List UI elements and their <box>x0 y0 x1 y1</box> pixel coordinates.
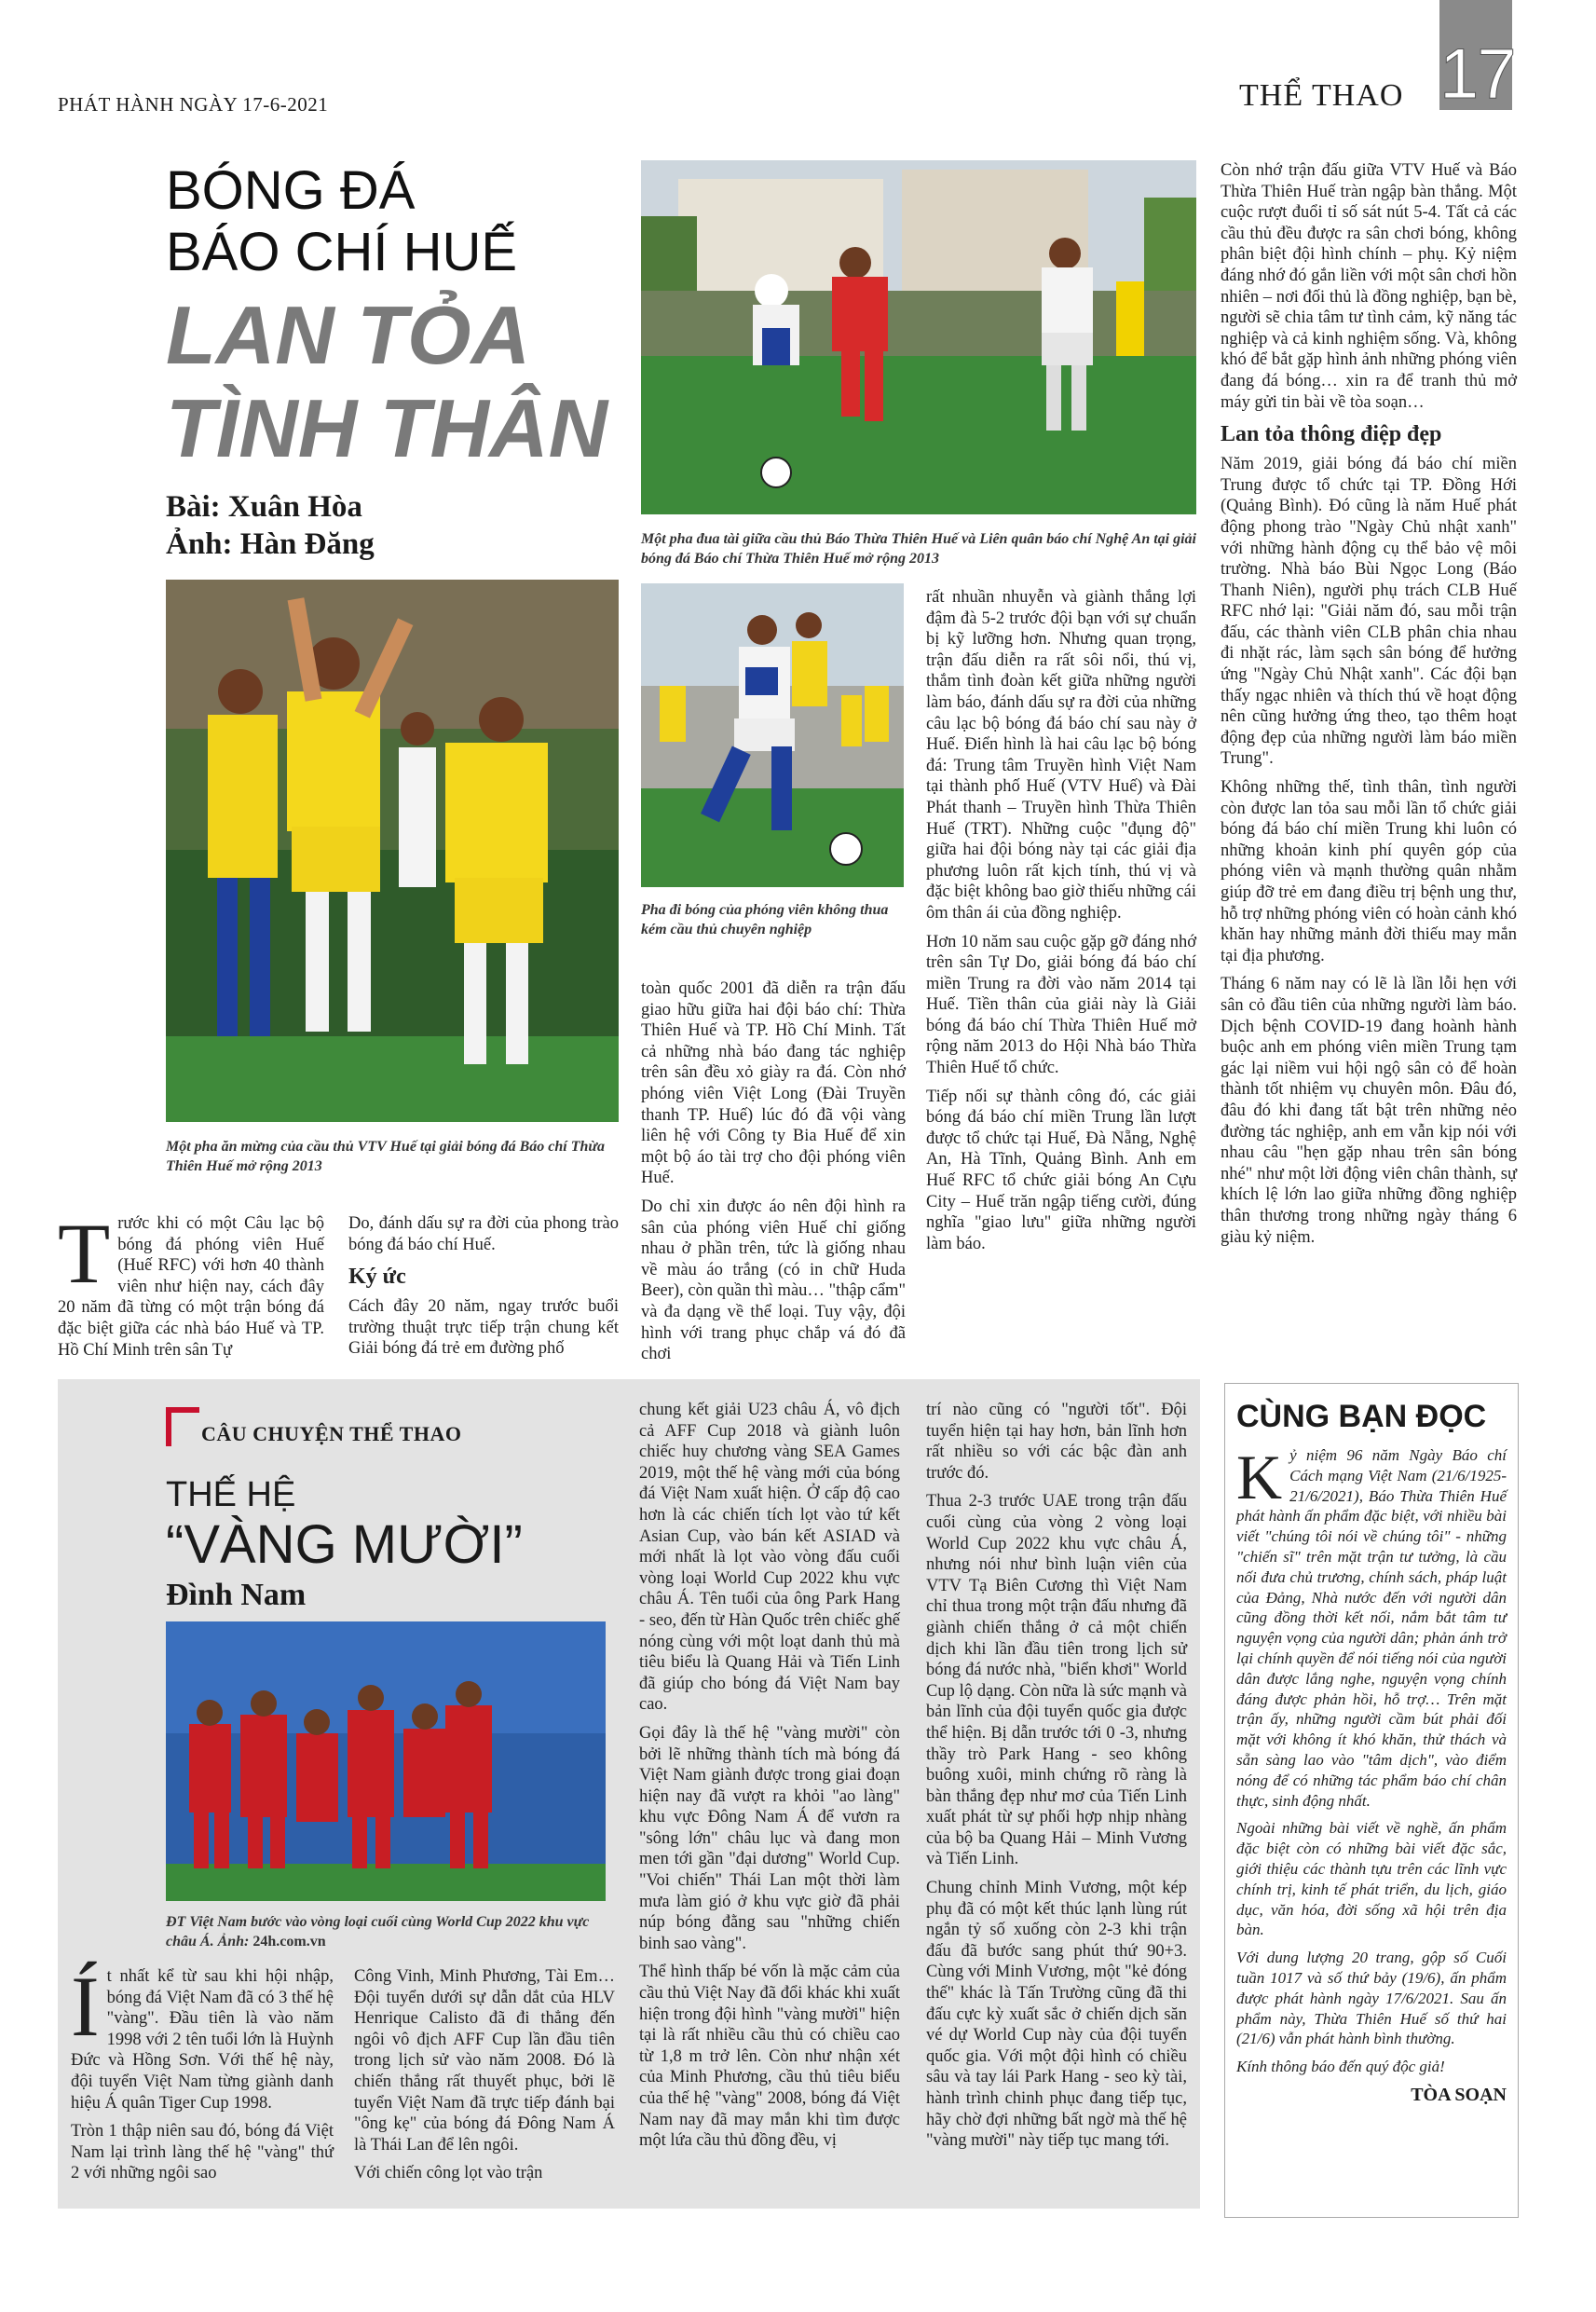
paragraph: Ngoài những bài viết về nghề, ấn phẩm đặc biệt còn có những bài viết đặc sắc, giới thiệu các thành tựu trên các lĩnh vực chính trị, kinh tế phát triển, du lịch, giáo dục, văn hóa, đời sống xã hội trên địa bàn. <box>1236 1819 1507 1939</box>
paragraph: toàn quốc 2001 đã diễn ra trận đấu giao hữu giữa hai đội báo chí: Thừa Thiên Huế và TP. Hồ Chí Minh. Tất cả những nhà báo đang tác nghiệp trên sân đều xỏ giày ra đá. Còn nhớ phóng viên Việt Long (Đài Truyền thanh TP. Huế) lúc đó đã vội vàng liên hệ với Công ty Bia Huế để xin một bộ áo tài trợ cho đội phóng viên Huế. <box>641 979 906 1188</box>
issue-date: PHÁT HÀNH NGÀY 17-6-2021 <box>58 93 329 116</box>
kicker-marker <box>166 1407 199 1446</box>
article-col-4 <box>926 587 1196 1262</box>
dropcap: Í <box>71 1959 100 2054</box>
reader-box-body <box>1236 1442 1507 2077</box>
paragraph: Với dung lượng 20 trang, gộp số Cuối tuần 1017 và số thứ bảy (19/6), ấn phẩm được phát hành ngày 17/6/2021. Sau ấn phẩm này, Thừa Thiên Huế số thứ hai (21/6) vẫn phát hành bình thường. <box>1236 1949 1507 2048</box>
byline <box>166 488 375 563</box>
reader-box-title: CÙNG BẠN ĐỌC <box>1236 1399 1487 1434</box>
second-title-line-1: THẾ HỆ <box>166 1475 296 1514</box>
paragraph: Hơn 10 năm sau cuộc gặp gỡ đáng nhớ trên sân Tự Do, giải bóng đá báo chí miền Trung ra đời vào năm 2014 tại Huế. Tiền thân của giải này là Giải bóng đá báo chí Thừa Thiên Huế mở rộng năm 2013 do Hội Nhà báo Thừa Thiên Huế tổ chức. <box>926 932 1196 1078</box>
article-col-2 <box>348 1213 619 1367</box>
caption-mid: Pha đi bóng của phóng viên không thua kém cầu thủ chuyên nghiệp <box>641 902 889 937</box>
article-col-3 <box>641 978 906 1373</box>
paragraph: ỷ niệm 96 năm Ngày Báo chí Cách mạng Việt Nam (21/6/1925-21/6/2021), Báo Thừa Thiên Huế phát hành ấn phẩm đặc biệt, với nhiều bài viết "chúng tôi nói về chúng tôi" - những "chiến sĩ" trên mặt trận tư tưởng, là cầu nối đưa chủ trương, chính sách, pháp luật của Đảng, Nhà nước đến với người dân cũng đồng thời kết nối, nắm bắt tâm tư nguyện vọng của người dân; phản ánh trở lại chính quyền để nói tiếng nói của người dân được lắng nghe, nguyện vọng chính đáng được phản hồi, hỗ trợ… Trên mặt trận ấy, những người cầm bút phải đối mặt với không ít khó khăn, thử thách và sẵn sàng lao vào "tâm dịch", vào điểm nóng để có những tác phẩm báo chí chân thực, sinh động nhất. <box>1236 1446 1507 1810</box>
paragraph: Tháng 6 năm nay có lẽ là lần lỗi hẹn với sân cỏ đầu tiên của những người làm báo. Dịch bệnh COVID-19 đang hoành hành buộc anh em phóng viên miền Trung tạm gác lại niềm vui hội ngộ sân cỏ để hoàn thành tốt nhiệm vụ chuyên môn. Đâu đó, đâu đó khi đang tất bật trên những nẻo đường tác nghiệp, anh em vẫn kịp nói với nhau câu "hẹn gặp nhau trên sân bóng nhé" như một lời động viên chân thành, sự khích lệ lớn lao giữa những đồng nghiệp thân thương trong những ngày tháng 6 giàu kỷ niệm. <box>1221 975 1517 1247</box>
article-col-5 <box>1221 160 1517 1255</box>
title-line-3: LAN TỎA <box>166 289 531 381</box>
photo-match-top <box>641 160 1196 514</box>
paragraph: Gọi đây là thế hệ "vàng mười" còn bởi lẽ những thành tích mà bóng đá Việt Nam giành được trong giai đoạn hiện nay đã vượt ra khỏi "ao làng" khu vực Đông Nam Á để vươn ra "sông lớn" châu lục và đang mon men tới gần "đại dương" World Cup. "Voi chiến" Thái Lan một thời làm mưa làm gió ở khu vực giờ đã phải núp bóng đằng sau "những chiến binh sao vàng". <box>639 1723 900 1953</box>
paragraph: Với chiến công lọt vào trận <box>354 2164 543 2183</box>
paragraph: Do, đánh dấu sự ra đời của phong trào bóng đá báo chí Huế. <box>348 1214 619 1254</box>
subhead-memory: Ký ức <box>348 1265 406 1290</box>
paragraph: Còn nhớ trận đấu giữa VTV Huế và Báo Thừa Thiên Huế tràn ngập bàn thắng. Một cuộc rượt đuổi tỉ số sát nút 5-4. Tất cả các cầu thủ đều được ra sân chơi bóng, không phân biệt đội hình chính – phụ. Kỷ niệm đáng nhớ đó gắn liền với một sân chơi hồn nhiên – nơi đối thủ là đồng nghiệp, bạn bè, người sẽ chia tâm tư tình cảm, kỹ năng tác nghiệp và cả kinh nghiệm sống. Và, không khó để bắt gặp hình ảnh những phóng viên đang đá bóng… xin ra để tranh thủ mở máy gửi tin bài về tòa soạn… <box>1221 161 1517 412</box>
caption-text: ĐT Việt Nam bước vào vòng loại cuối cùng World Cup 2022 khu vực châu Á. Ảnh: <box>166 1914 590 1949</box>
photo-dribble <box>641 583 904 887</box>
paragraph: rước khi có một Câu lạc bộ bóng đá phóng viên Huế (Huế RFC) với hơn 40 thành viên như hiện nay, cách đây 20 năm đã từng có một trận bóng đá đặc biệt giữa các nhà báo Huế và TP. Hồ Chí Minh trên sân Tự <box>58 1214 324 1360</box>
byline-photographer: Ảnh: Hàn Đăng <box>166 527 375 561</box>
main-title <box>166 160 632 475</box>
second-title <box>166 1474 613 1616</box>
paragraph: Do chỉ xin được áo nên đội hình ra sân của phóng viên Huế chỉ giống nhau ở phần trên, tức là giống nhau về màu áo trắng (có in chữ Huda Beer), còn quần thì màu… "thập cẩm" và đa dạng về thể loại. Tuy vậy, đội hình với trang phục chắp vá đó đã chơi <box>641 1197 906 1364</box>
paragraph: Kính thông báo đến quý độc giả! <box>1236 2058 1445 2076</box>
story-col-2 <box>354 1966 615 2192</box>
paragraph: rất nhuần nhuyễn và giành thắng lợi đậm đà 5-2 trước đội bạn với sự chuẩn bị kỹ lưỡng hơn. Nhưng quan trọng, trận đấu diễn ra rất sôi nổi, thú vị, thắm tình đoàn kết giữa những người làm báo, đánh dấu sự ra đời của những câu lạc bộ bóng đá báo chí sau này ở Huế. Điển hình là hai câu lạc bộ bóng đá: Trung tâm Truyền hình Việt Nam tại thành phố Huế (VTV Huế) và Đài Phát thanh – Truyền hình Thừa Thiên Huế (TRT). Những cuộc "đụng độ" giữa hai đội bóng này tại các giải địa phương luôn rất kịch tính, thú vị và đặc biệt không bao giờ thiếu những cái ôm thân ái của đồng nghiệp. <box>926 588 1196 923</box>
paragraph: trí nào cũng có "người tốt". Đội tuyển hiện tại hay hơn, bản lĩnh hơn rất nhiều so với các bậc đàn anh trước đó. <box>926 1401 1187 1483</box>
caption-vietnam-team <box>166 1912 613 1951</box>
paragraph: Thể hình thấp bé vốn là mặc cảm của cầu thủ Việt Nay đã đổi khác khi xuất hiện trong đội hình "vàng mười" hiện tại là rất nhiều cầu thủ có chiều cao từ 1,8 m trở lên. Còn như nhận xét của Minh Phương, cầu thủ tiêu biểu của thế hệ "vàng" 2008, bóng đá Việt Nam nay đã may mắn khi tìm được một lứa cầu thủ đồng đều, vị <box>639 1963 900 2151</box>
article-col-1 <box>58 1206 324 1361</box>
story-col-1 <box>71 1959 334 2192</box>
kicker-label: CÂU CHUYỆN THỂ THAO <box>201 1422 462 1445</box>
paragraph: Thua 2-3 trước UAE trong trận đấu cuối cùng của vòng 2 vòng loại World Cup 2022 khu vực châu Á, nhưng nói như bình luận viên của VTV Tạ Biên Cương thì Việt Nam chỉ thua trong một trận đấu nhưng đã giành chiến thắng ở cả một chiến dịch khi lần đầu tiên trong lịch sử bóng đá nước nhà, "biển khơi" World Cup lộ dạng. Còn nữa là sức mạnh và bản lĩnh của đội tuyển quốc gia được thể hiện. Bị dẫn trước tới 0 -3, nhưng thầy trò Park Hang - seo không buông xuôi, minh chứng rõ ràng là bàn thắng đẹp như mơ của Tiến Linh xuất phát từ sự phối hợp nhịp nhàng của bộ ba Quang Hải – Minh Vương và Tiến Linh. <box>926 1492 1187 1869</box>
second-author: Đình Nam <box>166 1578 307 1612</box>
caption-left: Một pha ăn mừng của cầu thủ VTV Huế tại giải bóng đá Báo chí Thừa Thiên Huế mở rộng 2013 <box>166 1139 605 1174</box>
dropcap: T <box>58 1206 111 1301</box>
reader-notice-box <box>1224 1383 1519 2218</box>
dropcap: K <box>1236 1442 1283 1512</box>
paragraph: Tiếp nối sự thành công đó, các giải bóng đá báo chí miền Trung lần lượt được tổ chức tại Huế, Đà Nẵng, Nghệ An, Hà Tĩnh, Quảng Bình. Anh em Huế RFC tổ chức giải bóng An Cựu City – Huế trăn ngập tiếng cười, đúng nghĩa "giao lưu" giữa những người làm báo. <box>926 1087 1196 1253</box>
caption-source: 24h.com.vn <box>252 1934 326 1949</box>
caption-top: Một pha đua tài giữa cầu thủ Báo Thừa Thiên Huế và Liên quân báo chí Nghệ An tại giải bóng đá Báo chí Thừa Thiên Huế mở rộng 2013 <box>641 531 1196 567</box>
section-title: THỂ THAO <box>1239 78 1404 113</box>
paragraph: Chung chỉnh Minh Vương, một kép phụ đã có một kết thúc lạnh lùng rút ngắn tỷ số xuống còn 2-3 khi trận đấu đã bước sang phút thứ 90+3. Cùng với Minh Vương, một "kẻ đóng thế" khác là Tấn Trường cũng đã thi đấu cực kỳ xuất sắc ở chiến dịch săn vé dự World Cup này của đội tuyển quốc gia. Với một đội hình có chiều sâu và tay lái Park Hang - seo kỳ tài, hành trình chinh phục đang tiếp tục, hãy chờ đợi những bất ngờ mà thế hệ "vàng mười" này tiếp tục mang tới. <box>926 1879 1187 2151</box>
paragraph: Không những thế, tình thân, tình người còn được lan tỏa sau mỗi lần tổ chức giải bóng đá báo chí miền Trung khi luôn có những khoản kinh phí quyên góp của phóng viên và mạnh thường quân nhằm giúp đỡ trẻ em đang điều trị bệnh ung thư, hỗ trợ những phóng viên có hoàn cảnh khó khăn hay những mảnh đời thiếu may mắn tại địa phương. <box>1221 778 1517 965</box>
story-col-3 <box>639 1400 900 2159</box>
title-line-1: BÓNG ĐÁ <box>166 160 416 221</box>
story-col-4 <box>926 1400 1187 2159</box>
photo-vietnam-team <box>166 1621 606 1901</box>
photo-celebration <box>166 580 619 1122</box>
paragraph: Công Vinh, Minh Phương, Tài Em… Đội tuyển dưới sự dẫn dắt của HLV Henrique Calisto đã đi thẳng đến ngôi vô địch AFF Cup lần đầu tiên trong lịch sử vào năm 2008. Đó là chiến thắng rất thuyết phục, bởi lẽ tuyển Việt Nam đã trực tiếp đánh bại "ông kẹ" của bóng đá Đông Nam Á là Thái Lan để lên ngôi. <box>354 1967 615 2155</box>
title-line-2: BÁO CHÍ HUẾ <box>166 222 518 282</box>
byline-author: Bài: Xuân Hòa <box>166 490 362 524</box>
signature: TÒA SOẠN <box>1411 2084 1507 2105</box>
paragraph: Cách đây 20 năm, ngay trước buổi trường thuật trực tiếp trận chung kết Giải bóng đá trẻ em đường phố <box>348 1297 619 1359</box>
paragraph: t nhất kể từ sau khi hội nhập, bóng đá Việt Nam đã có 3 thế hệ "vàng". Đầu tiên là vào năm 1998 với 2 tên tuổi lớn là Huỳnh Đức và Hồng Sơn. Với thế hệ này, đội tuyển Việt Nam từng giành danh hiệu Á quân Tiger Cup 1998. <box>71 1967 334 2113</box>
title-line-4: TÌNH THÂN <box>166 382 608 474</box>
subhead-spread-message: Lan tỏa thông điệp đẹp <box>1221 422 1442 447</box>
second-title-line-2: “VÀNG MƯỜI” <box>166 1514 523 1575</box>
paragraph: Năm 2019, giải bóng đá báo chí miền Trung được tổ chức tại TP. Đồng Hới (Quảng Bình). Đó cũng là năm Huế phát động phong trào "Ngày Chủ nhật xanh" với những hành động cụ thể bảo vệ môi trường. Nhà báo Bùi Ngọc Long (Báo Thanh Niên), người phụ trách CLB Huế RFC nhớ lại: "Giải năm đó, sau mỗi trận đấu, các thành viên CLB phân chia nhau đi nhặt rác, làm sạch sân bóng để hưởng ứng "Ngày Chủ Nhật xanh". Các đội bạn thấy ngạc nhiên và thích thú về hoạt động nên cũng hưởng ứng theo, tạo thêm hoạt động đẹp của những người làm báo miền Trung". <box>1221 455 1517 769</box>
page-number: 17 <box>1439 34 1515 114</box>
paragraph: Tròn 1 thập niên sau đó, bóng đá Việt Nam lại trình làng thế hệ "vàng" thứ 2 với những ngôi sao <box>71 2122 334 2183</box>
paragraph: chung kết giải U23 châu Á, vô địch cả AFF Cup 2018 và giành luôn chiếc huy chương vàng SEA Games 2019, một thế hệ vàng mới của bóng đá Việt Nam xuất hiện. Ở cấp độ cao hơn là các chiến tích lọt vào tứ kết Asian Cup, vào bán kết ASIAD và mới nhất là lọt vào vòng đấu cuối vòng loại World Cup 2022 khu vực châu Á. Tên tuổi của ông Park Hang - seo, đến từ Hàn Quốc trên chiếc ghế nóng cùng với một loạt danh thủ mà tiêu biểu là Quang Hải và Tiến Linh đã giúp cho bóng đá Việt Nam bay cao. <box>639 1401 900 1715</box>
